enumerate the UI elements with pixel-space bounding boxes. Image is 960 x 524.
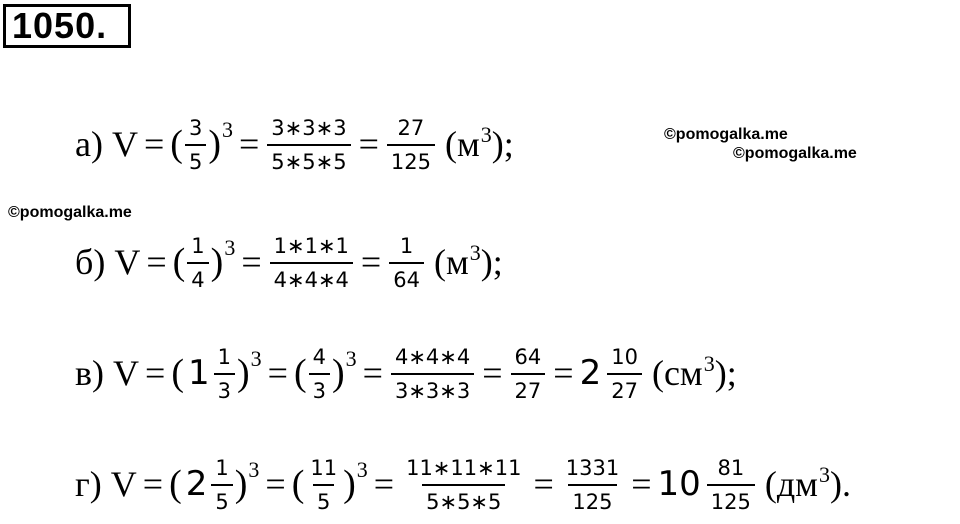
open-paren: ( [171, 352, 184, 394]
solution-line-a [75, 104, 514, 184]
fraction [387, 116, 435, 173]
equals-sign: = [238, 124, 260, 164]
unit-close: ); [491, 124, 514, 164]
whole-part: 1 [187, 353, 210, 393]
unit [445, 123, 514, 165]
watermark: ©pomogalka.me [733, 145, 857, 162]
fraction [270, 234, 353, 291]
equals-sign: = [267, 353, 288, 393]
equals-sign: = [631, 464, 652, 504]
open-paren: ( [172, 241, 186, 283]
solution-line-g [75, 444, 851, 524]
denominator: 125 [568, 484, 616, 513]
item-label: б) [75, 242, 106, 282]
numerator: 3 [188, 115, 203, 140]
numerator: 4∗4∗4 [394, 344, 471, 369]
denominator: 3 [309, 373, 330, 402]
fraction [707, 456, 755, 513]
variable: V [114, 242, 141, 282]
fraction [562, 456, 623, 513]
watermark: ©pomogalka.me [8, 204, 132, 221]
unit-open: (м [444, 124, 480, 164]
unit-open: (см [651, 353, 703, 393]
close-paren: ) [234, 463, 248, 505]
denominator: 3 [214, 373, 235, 402]
denominator: 5∗5∗5 [267, 144, 350, 173]
equals-sign: = [362, 353, 383, 393]
numerator: 4 [312, 344, 326, 369]
numerator: 1 [215, 455, 229, 480]
numerator: 1 [191, 233, 205, 258]
fraction [211, 456, 232, 513]
item-label: а) [75, 124, 103, 164]
numerator: 1331 [565, 455, 620, 480]
whole-part: 2 [185, 464, 208, 504]
exponent: 3 [356, 457, 368, 482]
close-paren: ) [331, 352, 345, 394]
close-paren: ) [210, 241, 224, 283]
equals-sign: = [146, 242, 167, 282]
result-whole-part: 2 [579, 353, 602, 393]
denominator: 3∗3∗3 [391, 373, 474, 402]
fraction [306, 456, 341, 513]
numerator: 81 [717, 455, 745, 480]
equals-sign: = [145, 353, 166, 393]
numerator: 1 [399, 233, 414, 258]
close-paren: ) [236, 352, 250, 394]
unit-close: ); [714, 353, 737, 393]
fraction [187, 234, 208, 291]
equals-sign: = [360, 242, 382, 282]
numerator: 27 [397, 115, 425, 140]
fraction [402, 456, 525, 513]
problem-number: 1050. [3, 4, 131, 48]
unit-exponent: 3 [818, 462, 830, 487]
denominator: 4 [187, 262, 208, 291]
fraction [309, 345, 330, 402]
variable: V [111, 124, 138, 164]
numerator: 11∗11∗11 [406, 455, 522, 480]
unit-open: (дм [764, 464, 818, 504]
open-paren: ( [291, 463, 305, 505]
equals-sign: = [482, 353, 503, 393]
equals-sign: = [553, 353, 574, 393]
result-whole-part: 10 [657, 464, 701, 504]
denominator: 64 [389, 262, 424, 291]
unit [434, 241, 503, 283]
item-label: в) [75, 353, 104, 393]
numerator: 1 [217, 344, 231, 369]
open-paren: ( [170, 123, 183, 165]
unit-close: ); [480, 242, 503, 282]
numerator: 64 [514, 344, 542, 369]
unit [765, 463, 851, 505]
denominator: 5∗5∗5 [422, 484, 505, 513]
fraction [511, 345, 546, 402]
fraction [391, 345, 474, 402]
fraction [214, 345, 235, 402]
close-paren: ) [343, 463, 356, 505]
variable: V [113, 353, 139, 393]
variable: V [110, 464, 137, 504]
unit-exponent: 3 [703, 351, 715, 376]
fraction [267, 116, 350, 173]
equals-sign: = [358, 124, 379, 164]
numerator: 10 [611, 344, 638, 369]
denominator: 4∗4∗4 [270, 262, 353, 291]
fraction [389, 234, 424, 291]
numerator: 3∗3∗3 [271, 115, 347, 140]
unit [652, 352, 737, 394]
solution-line-b [75, 222, 503, 302]
equals-sign: = [142, 464, 164, 504]
denominator: 27 [607, 373, 642, 402]
equals-sign: = [265, 464, 286, 504]
unit-close: ). [829, 464, 851, 504]
exponent: 3 [224, 235, 236, 260]
exponent: 3 [250, 346, 262, 371]
open-paren: ( [293, 352, 307, 394]
item-label: г) [75, 464, 102, 504]
unit-exponent: 3 [480, 122, 492, 147]
fraction [185, 116, 206, 173]
watermark: ©pomogalka.me [664, 126, 788, 143]
numerator: 1∗1∗1 [273, 233, 349, 258]
exponent: 3 [345, 346, 357, 371]
equals-sign: = [373, 464, 395, 504]
denominator: 5 [211, 484, 232, 513]
solution-line-v [75, 333, 737, 413]
equals-sign: = [533, 464, 554, 504]
equals-sign: = [241, 242, 262, 282]
unit-open: (м [433, 242, 469, 282]
exponent: 3 [221, 117, 233, 142]
denominator: 125 [707, 484, 755, 513]
denominator: 125 [387, 144, 435, 173]
exponent: 3 [248, 457, 260, 482]
close-paren: ) [208, 123, 221, 165]
equals-sign: = [143, 124, 165, 164]
open-paren: ( [169, 463, 182, 505]
numerator: 11 [310, 455, 338, 480]
fraction [607, 345, 642, 402]
denominator: 5 [313, 484, 334, 513]
denominator: 5 [185, 144, 206, 173]
unit-exponent: 3 [469, 240, 481, 265]
denominator: 27 [511, 373, 546, 402]
